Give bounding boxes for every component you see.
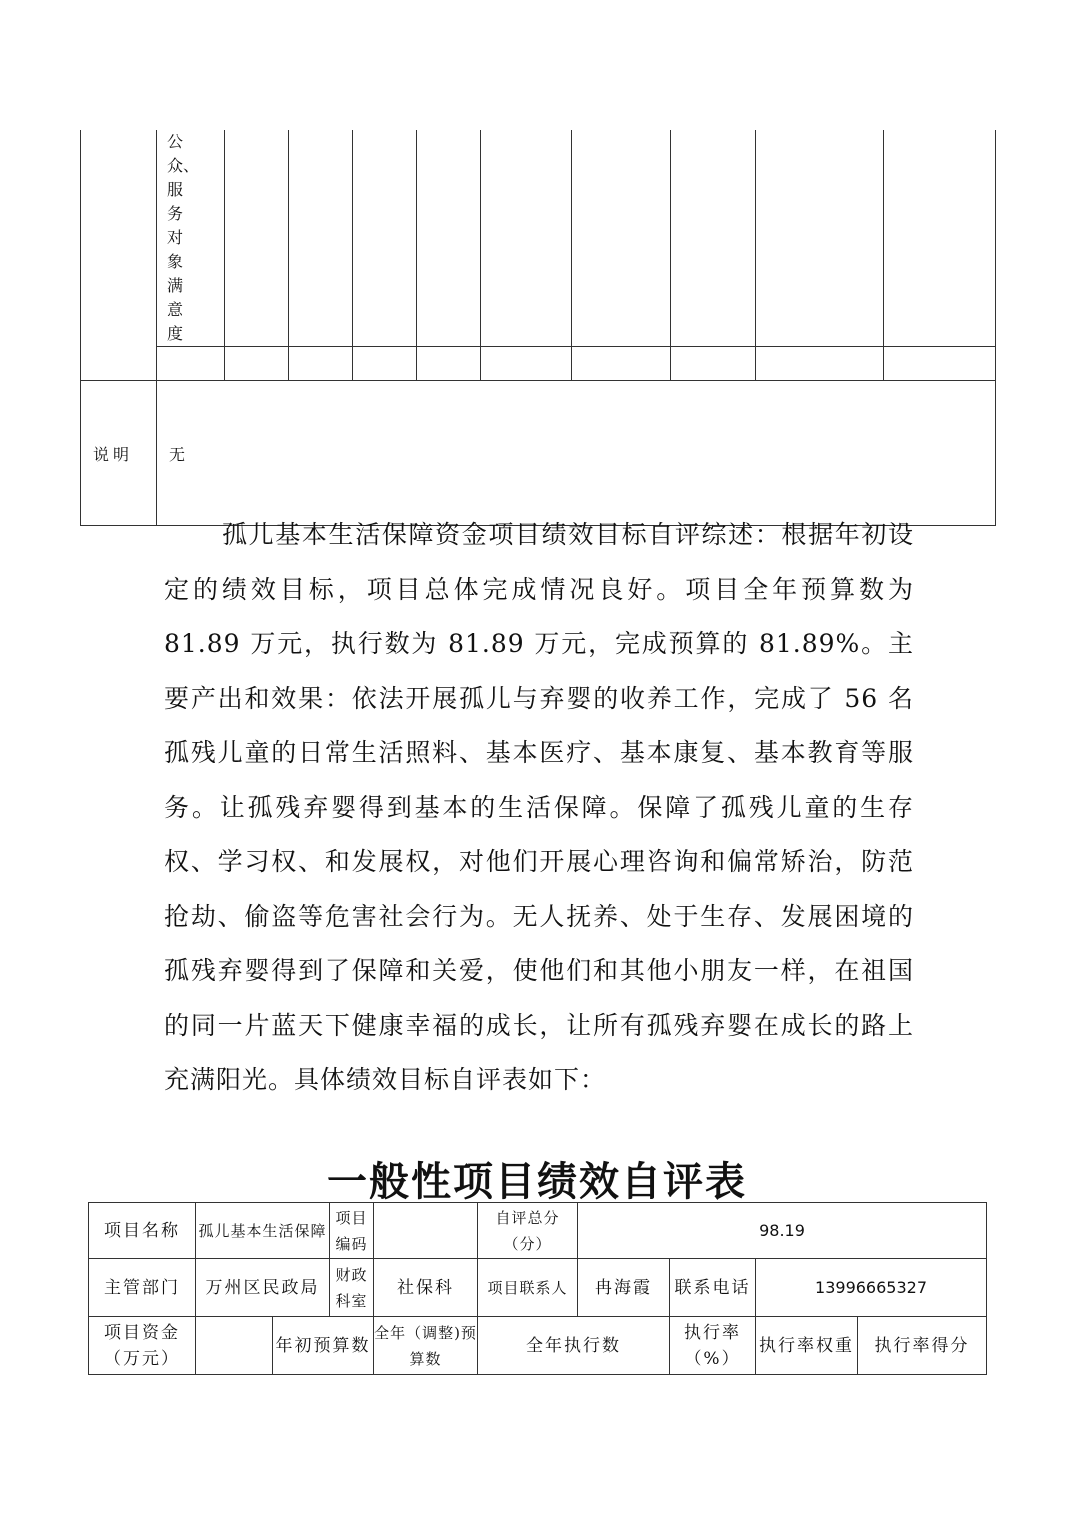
rate-score-label: 执行率得分: [858, 1317, 987, 1375]
score-value: 98.19: [578, 1203, 987, 1259]
cell: [289, 347, 353, 381]
cell: [884, 347, 996, 381]
dept-value: 万州区民政局: [196, 1259, 330, 1317]
cell: [157, 347, 225, 381]
finance-label: 财政科室: [330, 1259, 374, 1317]
cell: [353, 347, 417, 381]
cell: [417, 130, 481, 347]
initial-budget-label: 年初预算数: [273, 1317, 374, 1375]
dept-label: 主管部门: [89, 1259, 196, 1317]
rate-weight-label: 执行率权重: [756, 1317, 858, 1375]
cell: [225, 130, 289, 347]
cell: [481, 347, 572, 381]
cell: [756, 347, 884, 381]
project-name-value: 孤儿基本生活保障: [196, 1203, 330, 1259]
phone-value: 13996665327: [756, 1259, 987, 1317]
project-code-label: 项目编码: [330, 1203, 374, 1259]
cell: [756, 130, 884, 347]
contact-value: 冉海霞: [578, 1259, 670, 1317]
cell: [225, 347, 289, 381]
summary-paragraph: 孤儿基本生活保障资金项目绩效目标自评综述：根据年初设定的绩效目标，项目总体完成情况良好。项目全年预算数为 81.89 万元，执行数为 81.89 万元，完成预算的 81.89%。主要产出和效果：依法开展孤儿与弃婴的收养工作，完成了 56 名孤残儿童的日常生活照料、基本医疗、基本康复、基本教育等服务。让孤残弃婴得到基本的生活保障。保障了孤残儿童的生存权、学习权、和发展权，对他们开展心理咨询和偏常矫治，防范抢劫、偷盗等危害社会行为。无人抚养、处于生存、发展困境的孤残弃婴得到了保障和关爱，使他们和其他小朋友一样，在祖国的同一片蓝天下健康幸福的成长，让所有孤残弃婴在成长的路上充满阳光。具体绩效目标自评表如下：: [164, 520, 914, 1094]
cell: [417, 347, 481, 381]
project-name-label: 项目名称: [89, 1203, 196, 1259]
note-value: 无: [157, 381, 996, 526]
category-cell: [81, 130, 157, 381]
cell: [353, 130, 417, 347]
note-label: 说明: [81, 381, 157, 526]
indicator-name: 公众、 服务 对象 满意 度: [167, 132, 200, 343]
phone-label: 联系电话: [670, 1259, 756, 1317]
cell: [884, 130, 996, 347]
cell: [671, 130, 756, 347]
finance-value: 社保科: [374, 1259, 478, 1317]
project-code-value: [374, 1203, 478, 1259]
fund-label: 项目资金（万元）: [89, 1317, 196, 1375]
page-title: 一般性项目绩效自评表: [327, 1158, 747, 1205]
adjusted-budget-label: 全年（调整)预算数: [374, 1317, 478, 1375]
cell: [572, 130, 671, 347]
cell: [481, 130, 572, 347]
cell: [671, 347, 756, 381]
cell: [196, 1317, 273, 1375]
cell: [572, 347, 671, 381]
score-label: 自评总分（分）: [478, 1203, 578, 1259]
indicator-table-continuation: [80, 130, 996, 526]
rate-label: 执行率（%）: [670, 1317, 756, 1375]
self-evaluation-table: [88, 1202, 987, 1375]
executed-label: 全年执行数: [478, 1317, 670, 1375]
contact-label: 项目联系人: [478, 1259, 578, 1317]
indicator-name-cell: [157, 130, 225, 347]
cell: [289, 130, 353, 347]
